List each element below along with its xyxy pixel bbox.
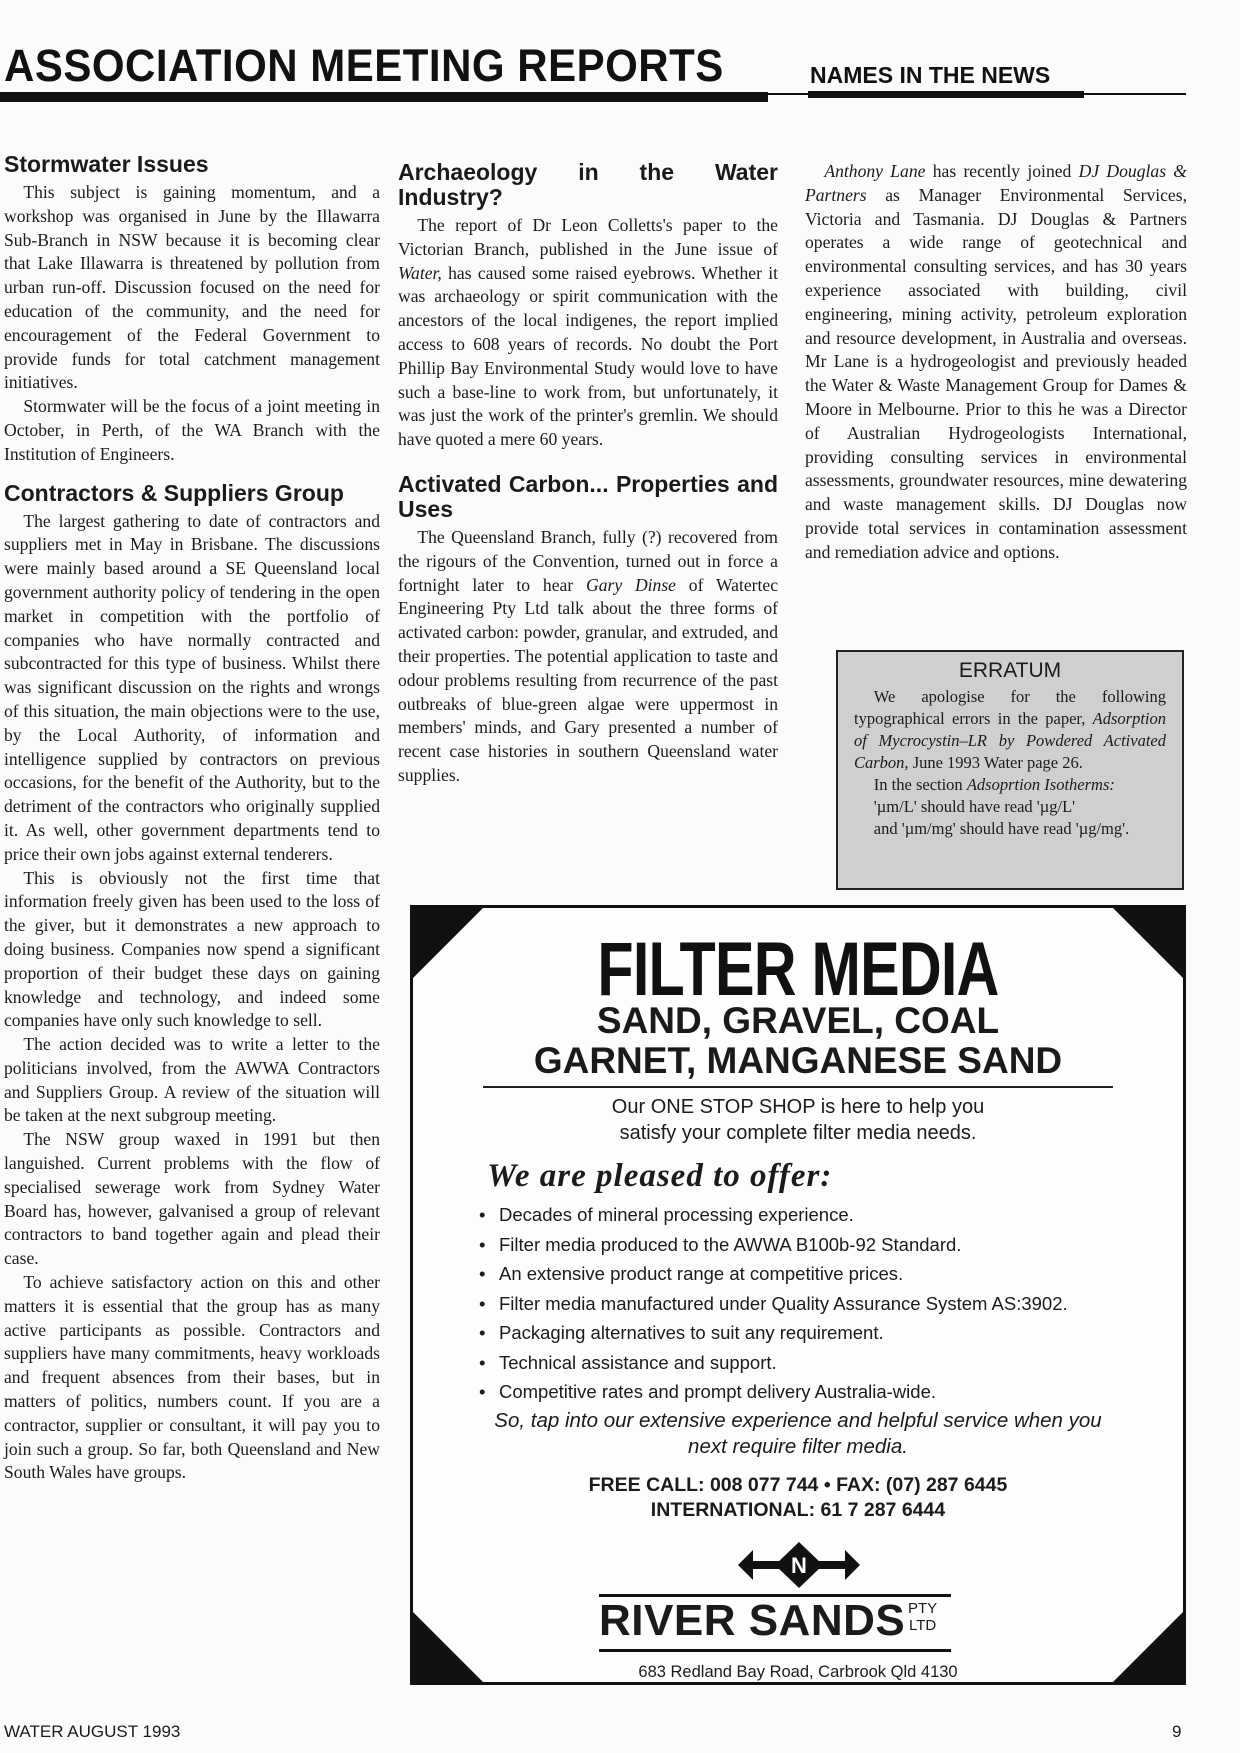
diamond-logo-icon bbox=[413, 1540, 1186, 1590]
logo-letter: N bbox=[791, 1553, 807, 1578]
list-item: • Competitive rates and prompt delivery Australia-wide. bbox=[479, 1377, 1068, 1407]
paragraph: The NSW group waxed in 1991 but then languished. Current problems with the flow of specialised sewerage work from Sydney Water Board has, however, galvanised a group of relevant contractors to band together again and plead their case. bbox=[4, 1129, 380, 1269]
corner-triangle bbox=[413, 908, 483, 978]
column-2 bbox=[398, 160, 778, 788]
ad-contact: FREE CALL: 008 077 744 • FAX: (07) 287 6445 INTERNATIONAL: 61 7 287 6444 bbox=[588, 1474, 1008, 1521]
logo-rule-bottom bbox=[599, 1649, 951, 1652]
header-rule-left bbox=[0, 92, 768, 102]
erratum-title: ERRATUM bbox=[958, 659, 1062, 682]
list-item: • Filter media manufactured under Quality Assurance System AS:3902. bbox=[479, 1289, 1068, 1319]
list-item: • An extensive product range at competitive prices. bbox=[479, 1259, 1068, 1289]
company-suffix: PTY LTD bbox=[908, 1600, 938, 1634]
ad-products-line1: SAND, GRAVEL, COAL bbox=[596, 1000, 1000, 1041]
ad-bullet-list bbox=[479, 1200, 1068, 1407]
paragraph: Anthony Lane has recently joined DJ Douglas & Partners as Manager Environmental Services, Victoria and Tasmania. DJ Douglas & Partners operates a wide range of geotechnical and environmental consulting services, and has 30 years experience associated with building, civil engineering, mining activity, petroleum exploration and resource development, in Australia and overseas. Mr Lane is a hydrogeologist and previously headed the Water & Waste Management Group for Dames & Moore in Melbourne. Prior to this he was a Director of Australian Hydrogeologists International, providing consulting services in environmental assessments, groundwater resources, mine dewatering and waste management skills. DJ Douglas now provide total services in contamination assessment and remediation advice and options. bbox=[805, 161, 1187, 562]
heading-archaeology: Archaeology in the Water Industry? bbox=[398, 159, 778, 210]
ad-subtitle: Our ONE STOP SHOP is here to help you bbox=[611, 1096, 985, 1118]
paragraph: The report of Dr Leon Colletts's paper to the Victorian Branch, published in the June issue of Water, has caused some raised eyebrows. Whether it was archaeology or spirit communication with the ancestors of the local indigenes, the report implied access to 608 years of records. No doubt the Port Phillip Bay Environmental Study would love to have such a base-line to work from, but unfortunately, it was just the work of the printer's gremlin. We should have quoted a mere 60 years. bbox=[398, 215, 778, 450]
company-name: RIVER SANDS bbox=[599, 1596, 906, 1645]
list-item: • Decades of mineral processing experience. bbox=[479, 1200, 1068, 1230]
paragraph: This subject is gaining momentum, and a workshop was organised in June by the Illawarra Sub-Branch in NSW because it is becoming clear that Lake Illawarra is threatened by pollution from urban run-off. Discussion focused on the need for education of the community, and the need for encouragement of the Federal Government to provide funds for total catchment management initiatives. bbox=[4, 182, 380, 393]
paragraph: This is obviously not the first time that information freely given has been used to the loss of the giver, but it demonstrates a new approach to doing business. Companies now spend a significant proportion of their budget these days on gaining knowledge and technology, and indeed some companies have only such knowledge to sell. bbox=[4, 867, 380, 1031]
section-header-names-in-news: NAMES IN THE NEWS bbox=[810, 62, 1051, 88]
river-sands-logo bbox=[413, 1540, 1183, 1590]
list-item: • Filter media produced to the AWWA B100b-92 Standard. bbox=[479, 1230, 1068, 1260]
ad-divider bbox=[483, 1086, 1113, 1088]
erratum-box bbox=[836, 650, 1184, 890]
page-number: 9 bbox=[1172, 1722, 1182, 1741]
ad-subtitle: satisfy your complete filter media needs. bbox=[619, 1122, 977, 1144]
erratum-text: In the section Adsoprtion Isotherms: bbox=[873, 775, 1115, 794]
list-item: • Technical assistance and support. bbox=[479, 1348, 1068, 1378]
ad-headline: FILTER MEDIA bbox=[597, 927, 999, 1012]
heading-contractors: Contractors & Suppliers Group bbox=[4, 479, 344, 506]
paragraph: Stormwater will be the focus of a joint meeting in October, in Perth, of the WA Branch with the Institution of Engineers. bbox=[4, 396, 380, 464]
list-item: • Packaging alternatives to suit any requirement. bbox=[479, 1318, 1068, 1348]
heading-activated-carbon: Activated Carbon... Properties and Uses bbox=[398, 470, 778, 522]
heading-stormwater: Stormwater Issues bbox=[4, 151, 209, 177]
column-3 bbox=[805, 160, 1187, 565]
erratum-text: 'µm/L' should have read 'µg/L' bbox=[873, 797, 1076, 816]
paragraph: The Queensland Branch, fully (?) recovered from the rigours of the Convention, turned out in force a fortnight later to hear Gary Dinse of Watertec Engineering Pty Ltd talk about the three forms of activated carbon: powder, granular, and extruded, and their properties. The potential application to taste and odour problems resulting from recurrence of the past outbreaks of blue-green algae were uppermost in members' minds, and Gary presented a number of recent case histories in southern Queensland water supplies. bbox=[398, 526, 779, 785]
corner-triangle bbox=[1113, 908, 1183, 978]
ad-tagline: So, tap into our extensive experience and helpful service when you next require filter media. bbox=[494, 1409, 1102, 1458]
ad-products-line2: GARNET, MANGANESE SAND bbox=[533, 1040, 1063, 1081]
company-address: 683 Redland Bay Road, Carbrook Qld 4130 bbox=[638, 1663, 958, 1681]
filter-media-advertisement bbox=[410, 905, 1186, 1685]
paragraph: To achieve satisfactory action on this and other matters it is essential that the group has as many active participants as possible. Contractors and suppliers have many commitments, heavy workloads and frequent absences from their bases, but in matters of politics, numbers count. If you are a contractor, supplier or consultant, it will pay you to join such a group. So far, both Queensland and New South Wales have groups. bbox=[4, 1272, 380, 1483]
page-header-title: ASSOCIATION MEETING REPORTS bbox=[4, 40, 724, 91]
ad-script-heading: We are pleased to offer: bbox=[487, 1158, 833, 1194]
column-1 bbox=[4, 152, 380, 1485]
header-rule-right bbox=[808, 91, 1084, 98]
paragraph: The largest gathering to date of contractors and suppliers met in May in Brisbane. The discussions were mainly based around a SE Queensland local government authority policy of tendering in the open market in competition with the portfolio of companies who have normally contracted and subcontracted for this type of business. Whilst there was significant discussion on the rights and wrongs of this situation, the main objections were to the use, by the Local Authority, of information and intelligence supplied by contractors on previous occasions, for the benefit of the Authority, but to the detriment of the contractors who originally supplied it. As well, other government departments tend to price their own jobs against external tenderers. bbox=[4, 510, 380, 864]
footer-publication: WATER AUGUST 1993 bbox=[4, 1722, 181, 1741]
erratum-text: and 'µm/mg' should have read 'µg/mg'. bbox=[873, 819, 1130, 838]
erratum-text: We apologise for the following typographical errors in the paper, Adsorption of Mycrocystin–LR by Powdered Activated Carbon, June 1993 Water page 26. bbox=[854, 687, 1166, 772]
paragraph: The action decided was to write a letter to the politicians involved, from the AWWA Contractors and Suppliers Group. A review of the situation will be taken at the next subgroup meeting. bbox=[4, 1034, 380, 1126]
